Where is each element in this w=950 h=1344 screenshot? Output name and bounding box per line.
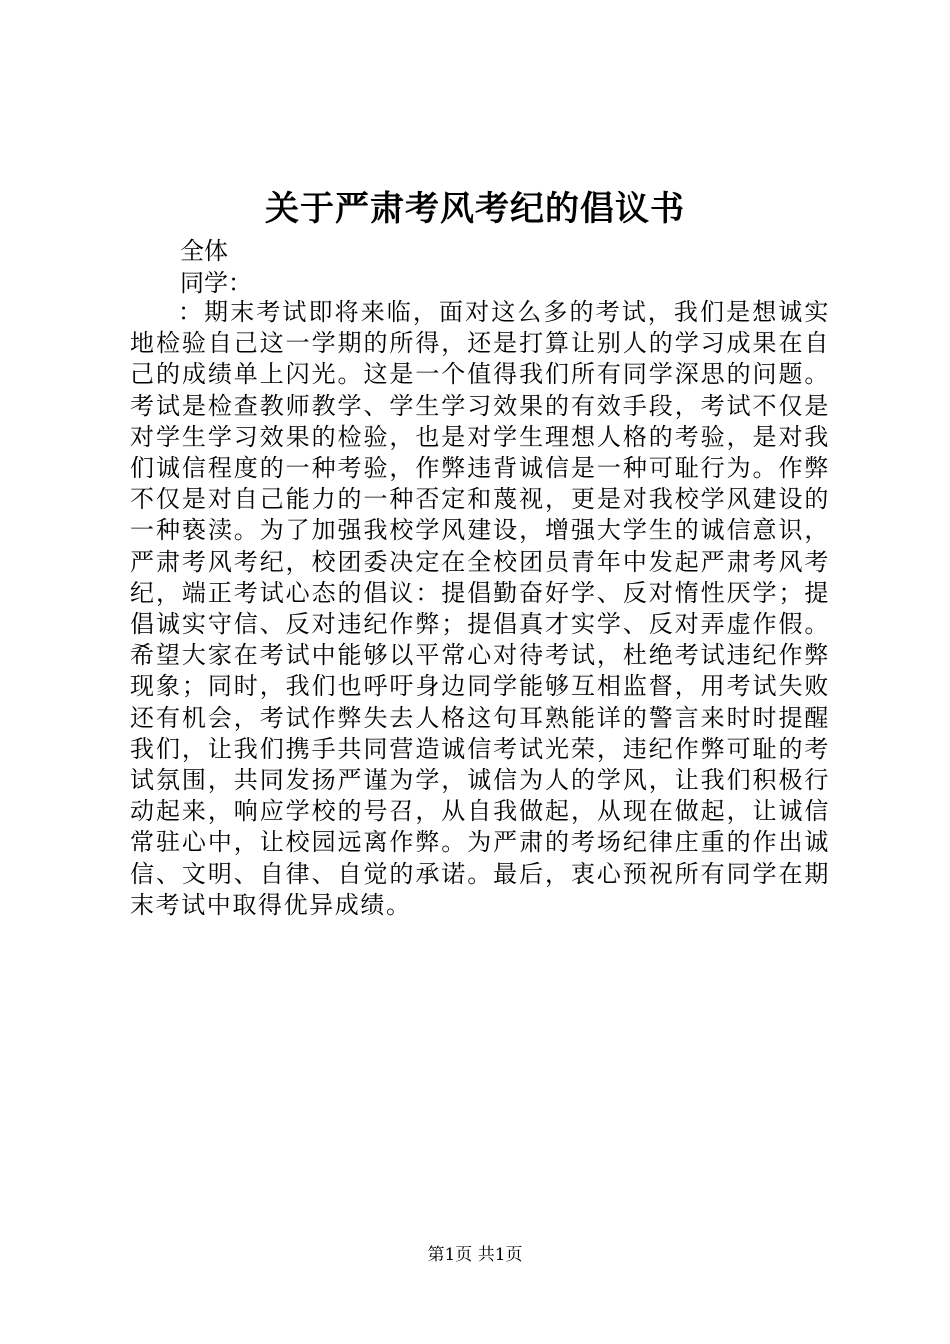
document-body: ：期末考试即将来临，面对这么多的考试，我们是想诚实地检验自己这一学期的所得，还是打算让别人的学习成果在自己的成绩单上闪光。这是一个值得我们所有同学深思的问题。考试是检查教师教学、学生学习效果的有效手段，考试不仅是对学生学习效果的检验，也是对学生理想人格的考验，是对我们诚信程度的一种考验，作弊违背诚信是一种可耻行为。作弊不仅是对自己能力的一种否定和蔑视，更是对我校学风建设的一种亵渎。为了加强我校学风建设，增强大学生的诚信意识，严肃考风考纪，校团委决定在全校团员青年中发起严肃考风考纪，端正考试心态的倡议：提倡勤奋好学、反对惰性厌学；提倡诚实守信、反对违纪作弊；提倡真才实学、反对弄虚作假。希望大家在考试中能够以平常心对待考试，杜绝考试违纪作弊现象；同时，我们也呼吁身边同学能够互相监督，用考试失败还有机会，考试作弊失去人格这句耳熟能详的警言来时时提醒我们，让我们携手共同营造诚信考试光荣，违纪作弊可耻的考试氛围，共同发扬严谨为学，诚信为人的学风，让我们积极行动起来，响应学校的号召，从自我做起，从现在做起，让诚信常驻心中，让校园远离作弊。为严肃的考场纪律庄重的作出诚信、文明、自律、自觉的承诺。最后，衷心预祝所有同学在期末考试中取得优异成绩。: [130, 298, 830, 919]
salutation-line-2: 同学：: [180, 269, 252, 297]
page-footer: 第1页 共1页: [427, 1245, 523, 1265]
document-title: 关于严肃考风考纪的倡议书: [265, 189, 685, 229]
salutation-line-1: 全体: [180, 237, 228, 265]
